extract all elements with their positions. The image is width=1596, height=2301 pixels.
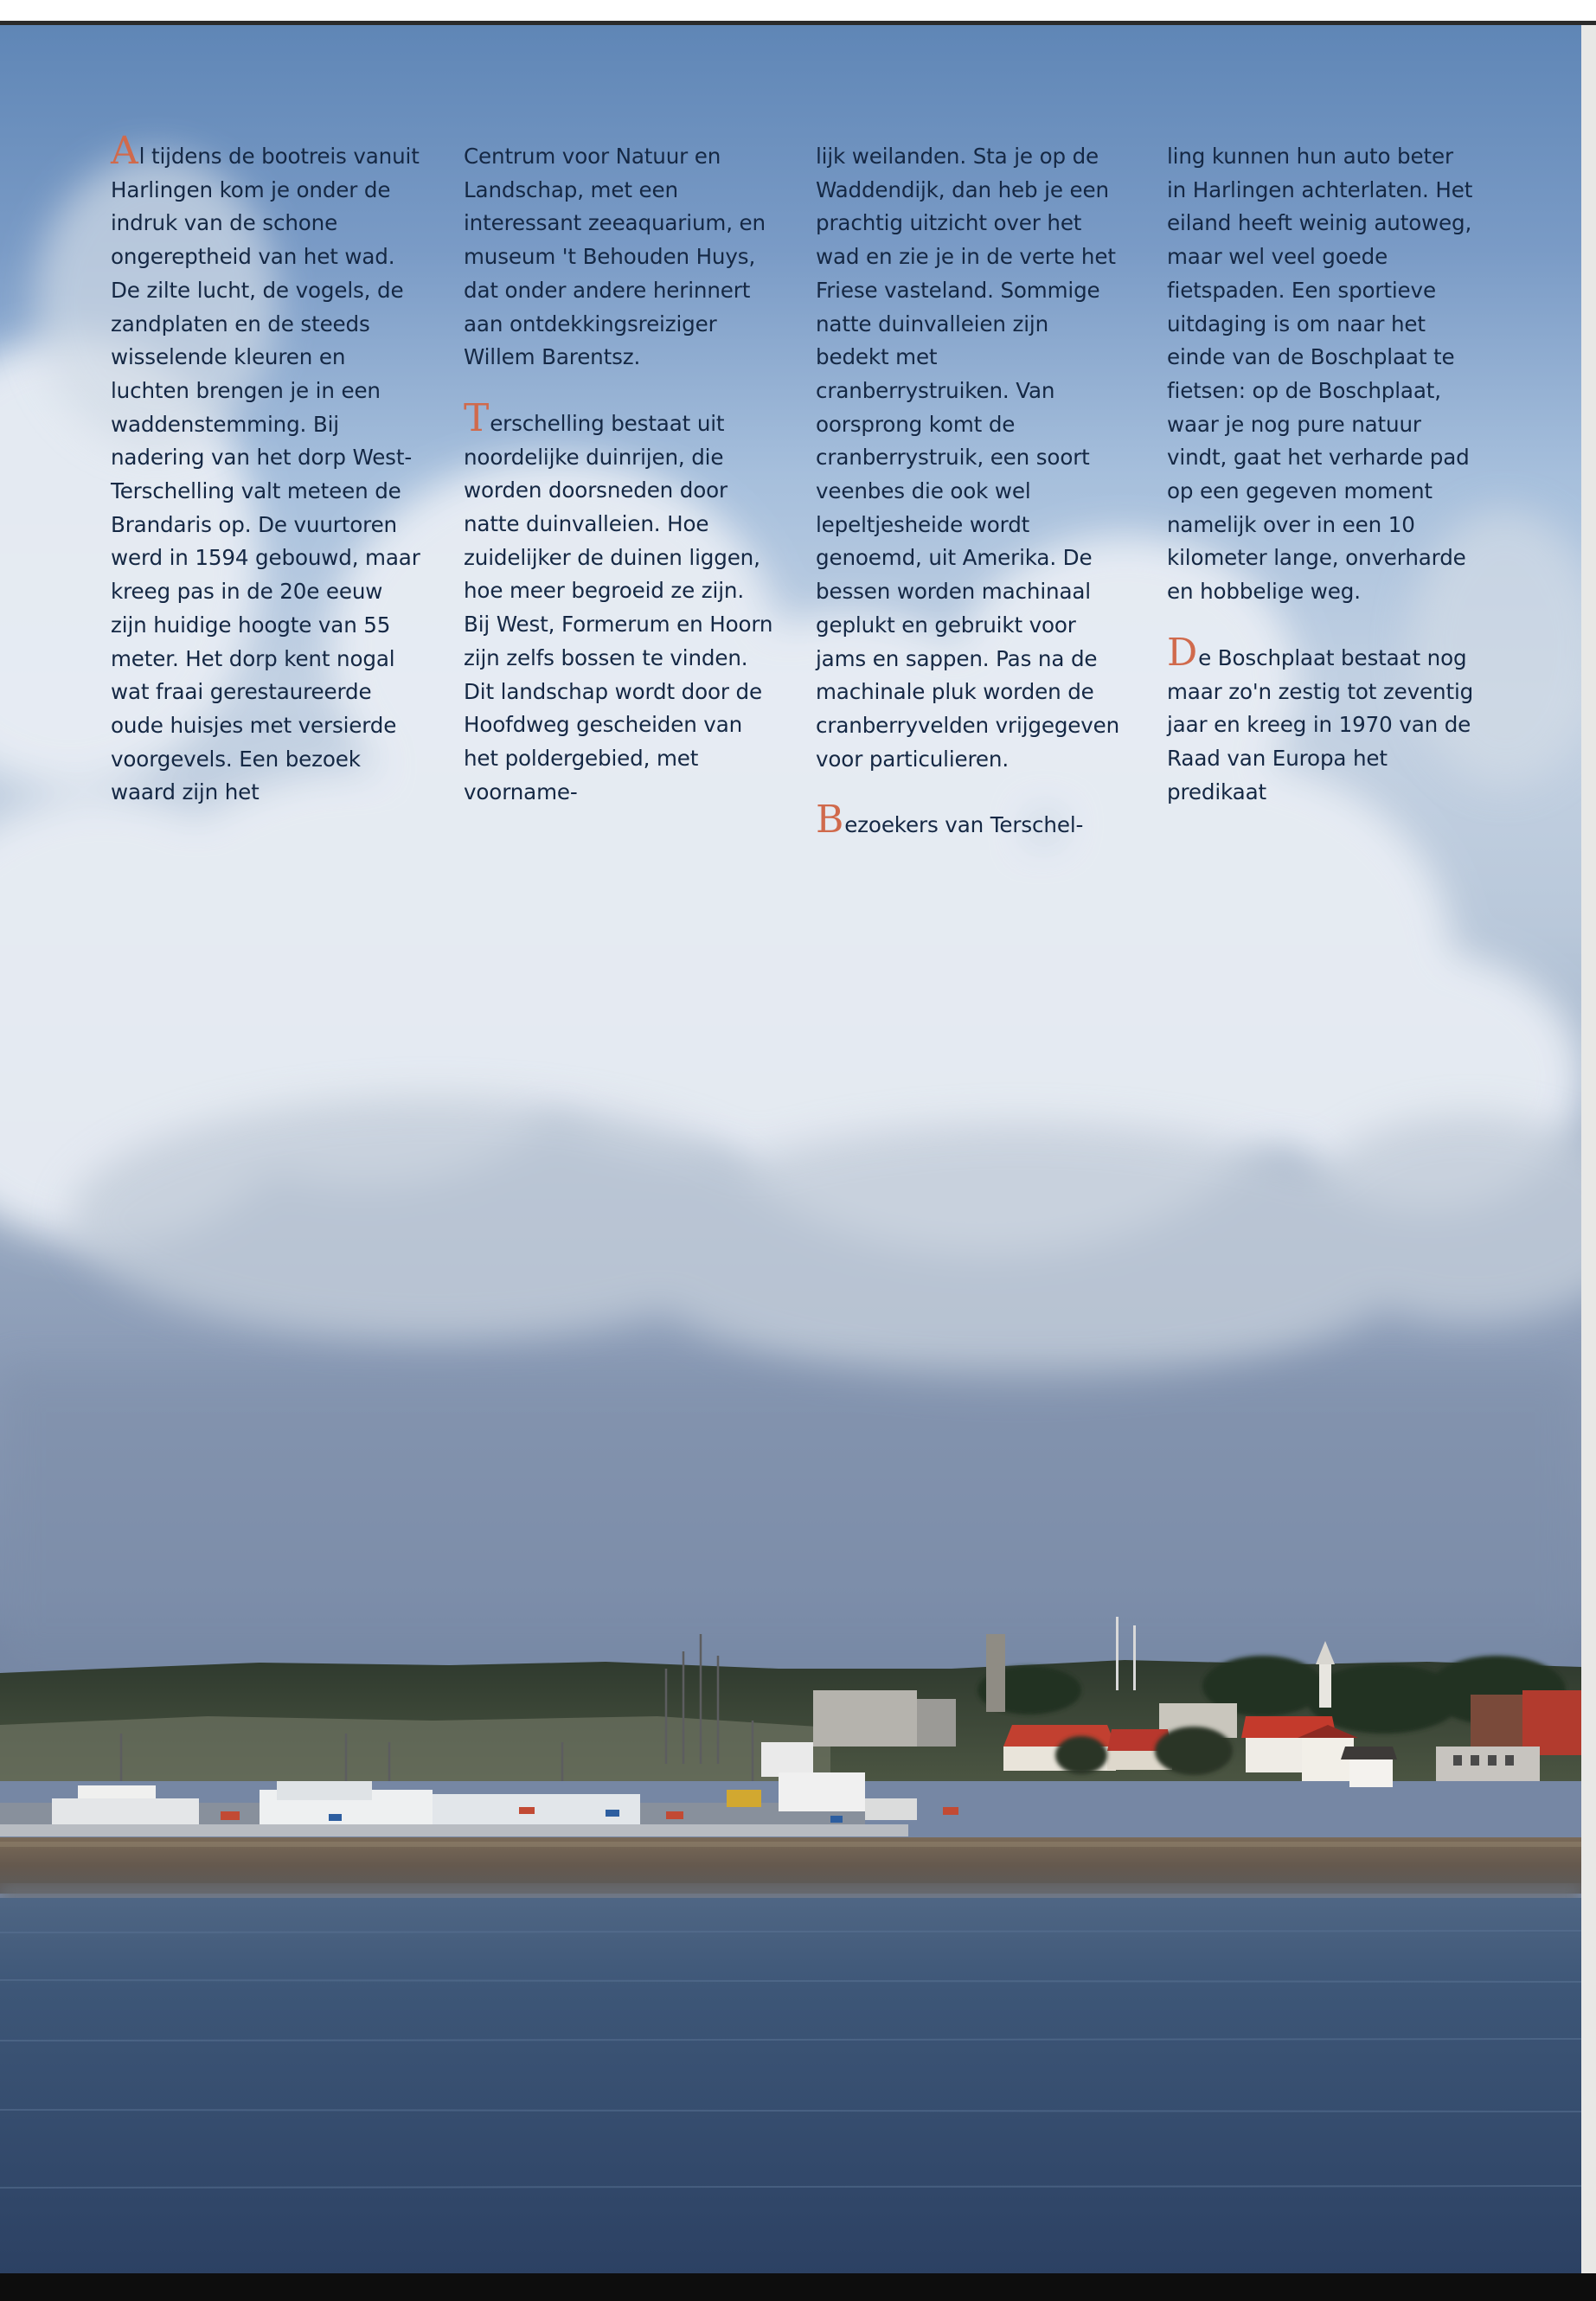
article-column-2 [464, 140, 775, 809]
article-column-1 [111, 129, 422, 810]
paragraph-text: erschelling bestaat uit noordelijke duinrijen, die worden doorsneden door natte duinvalleien. Hoe zuidelijker de duinen liggen, hoe meer begroeid ze zijn. Bij West, Formerum en Hoorn zijn zelfs bossen te vinden. Dit landschap wordt door de Hoofdweg gescheiden van het poldergebied, met voorname- [464, 410, 773, 804]
paragraph-text: ling kunnen hun auto beter in Harlingen achterlaten. Het eiland heeft weinig autoweg, maar wel veel goede fietspaden. Een sportieve uitdaging is om naar het einde van de Boschplaat te fietsen: op de Boschplaat, waar je nog pure natuur vindt, gaat het verharde pad op een gegeven moment namelijk over in een 10 kilometer lange, onverharde en hobbelige weg. [1167, 144, 1473, 605]
paragraph-text: lijk weilanden. Sta je op de Waddendijk, dan heb je een prachtig uitzicht over het wad en zie je in de verte het Friese vasteland. Sommige natte duinvalleien zijn bedekt met cranberrystruiken. Van oorsprong komt de cranberrystruik, een soort veenbes die ook wel lepeltjesheide wordt genoemd, uit Amerika. De bessen worden machinaal geplukt en gebruikt voor jams en sappen. Pas na de machinale pluk worden de cranberryvelden vrijgegeven voor particulieren. [816, 144, 1120, 772]
paragraph-text: ezoekers van Terschel- [844, 812, 1084, 838]
paragraph [816, 798, 1127, 843]
article-column-4 [1167, 140, 1478, 809]
paragraph-text: Centrum voor Natuur en Landschap, met een interessant zeeaquarium, en museum 't Behouden Huys, dat onder andere herinnert aan ontdekkingsreiziger Willem Barentsz. [464, 144, 766, 370]
paragraph [111, 129, 422, 810]
paragraph [464, 395, 775, 809]
page-right-margin [1581, 25, 1596, 2274]
drop-cap: D [1167, 630, 1198, 675]
paragraph-text: l tijdens de bootreis vanuit Harlingen kom je onder de indruk van de schone ongereptheid van het wad. De zilte lucht, de vogels, de zandplaten en de steeds wisselende kleuren en luchten brengen je in een waddenstemming. Bij nadering van het dorp West-Terschelling valt meteen de Brandaris op. De vuurtoren werd in 1594 gebouwd, maar kreeg pas in de 20e eeuw zijn huidige hoogte van 55 meter. Het dorp kent nogal wat fraai gerestaureerde oude huisjes met versierde voorgevels. Een bezoek waard zijn het [111, 144, 420, 805]
drop-cap: A [111, 129, 138, 173]
drop-cap: T [464, 395, 490, 440]
sea [0, 1898, 1581, 2274]
page-bottom-band [0, 2273, 1596, 2301]
paragraph [816, 140, 1127, 776]
paragraph [464, 140, 775, 375]
paragraph [1167, 140, 1478, 609]
paragraph-text: e Boschplaat bestaat nog maar zo'n zestig tot zeventig jaar en kreeg in 1970 van de Raad van Europa het predikaat [1167, 644, 1474, 804]
paragraph [1167, 630, 1478, 810]
drop-cap: B [816, 798, 844, 843]
article-column-3 [816, 140, 1127, 843]
